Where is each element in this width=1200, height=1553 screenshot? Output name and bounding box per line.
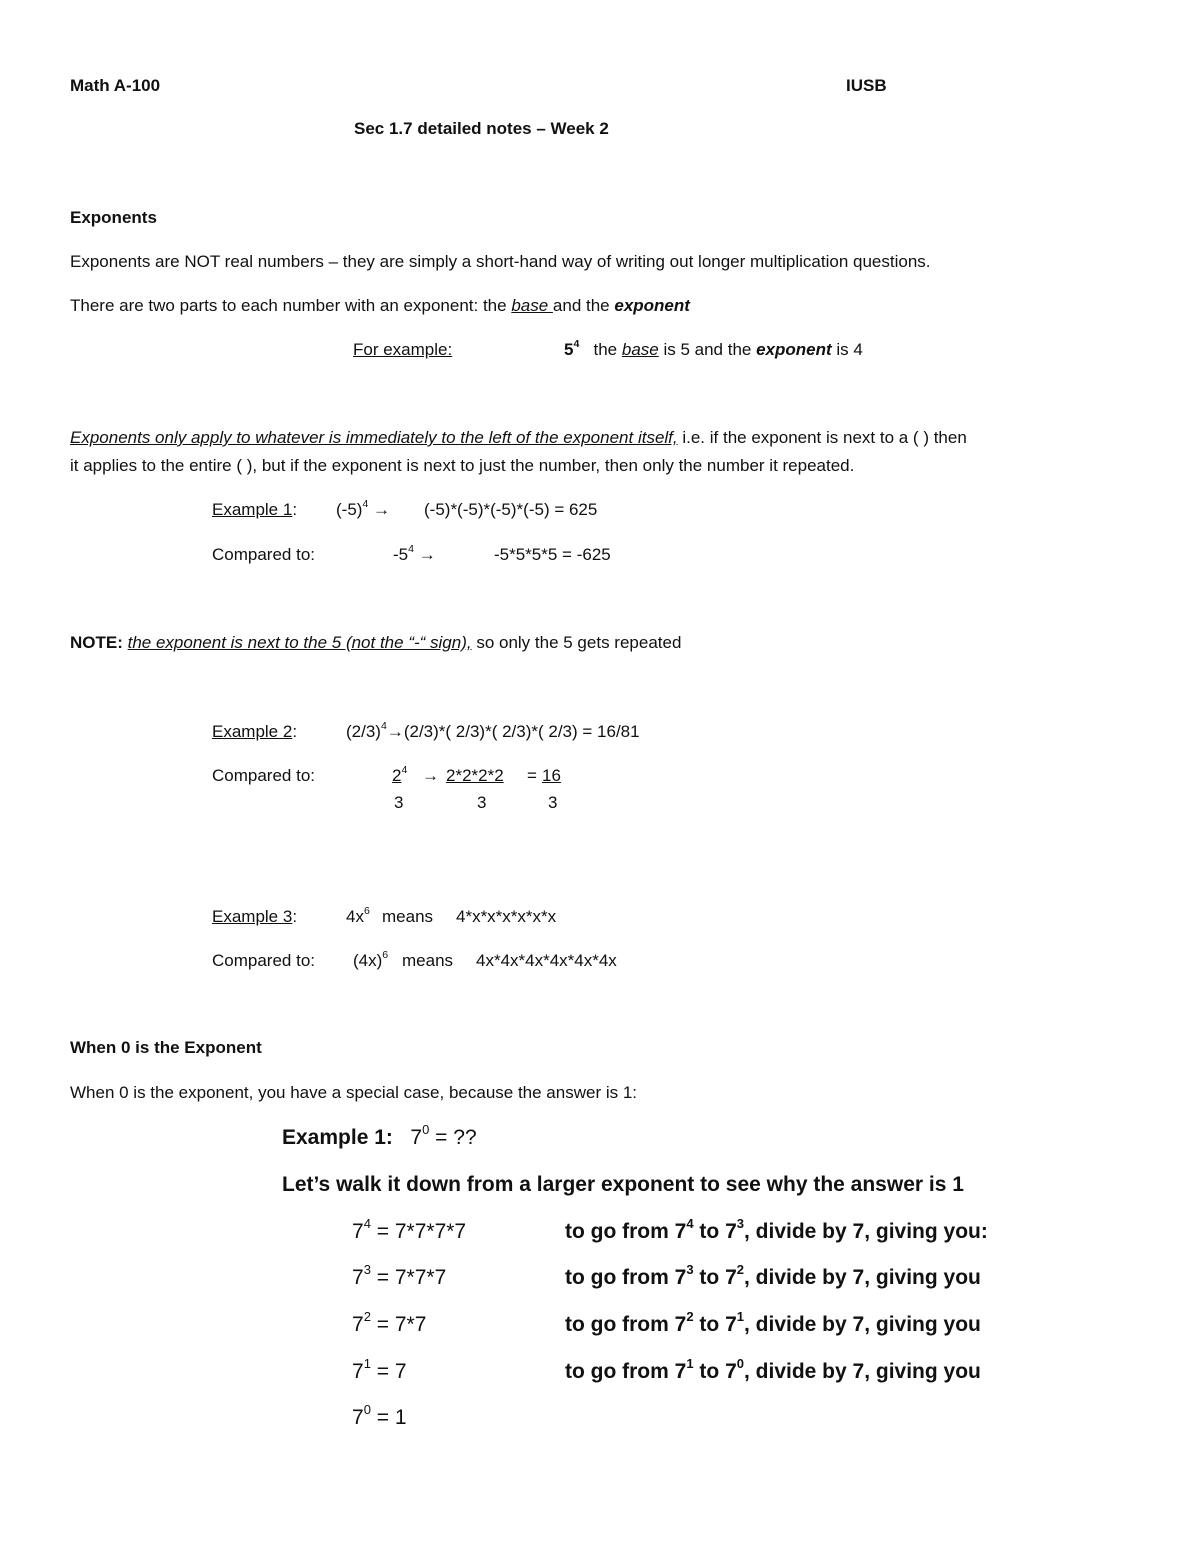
example-power: $5^4$ [564, 337, 580, 359]
example1-compared-label: Compared to: [212, 545, 315, 564]
note-label: NOTE: [70, 633, 123, 652]
example1-result: (-5)*(-5)*(-5)*(-5) = 625 [424, 500, 598, 519]
example2-fraction-3: 16 [542, 766, 561, 785]
for-example-label: For example: [353, 340, 453, 359]
section-heading-zero-exponent: When 0 is the Exponent [70, 1038, 262, 1057]
example2-fraction-1: $2^4$ [392, 763, 408, 785]
example3-compare-expansion: 4x*4x*4x*4x*4x*4x [476, 951, 617, 970]
step-equation: $7^2 = 7*7$ [352, 1309, 427, 1336]
rule-rest: i.e. if the exponent is next to a ( ) then [677, 428, 967, 447]
parts-base-term: base [511, 296, 553, 315]
example1-label: Example 1: [212, 500, 298, 519]
example3-expression: $4x^6$ [346, 904, 370, 926]
zero-exponent-intro: When 0 is the exponent, you have a special case, because the answer is 1: [70, 1083, 638, 1102]
step-note: to go from $7^2$ to $7^1$, divide by 7, giving you [565, 1309, 981, 1336]
zero-example-line: Example 1: $7^0$ = ?? [282, 1122, 477, 1149]
school-name: IUSB [846, 76, 887, 95]
walk-down-text: Let’s walk it down from a larger exponent to see why the answer is 1 [282, 1173, 964, 1196]
parts-mid: and the [552, 296, 615, 315]
example3-compare-expression: $(4x)^6$ [353, 948, 389, 970]
arrow-icon: → [422, 766, 439, 785]
example3-means: means [382, 907, 434, 926]
example2-result: (2/3)*( 2/3)*( 2/3)*( 2/3) = 16/81 [403, 722, 640, 741]
zero-example-label: Example 1: [282, 1126, 393, 1149]
example2-equals: = [527, 766, 537, 785]
for-example-line: $5^4$ the base is 5 and the exponent is 4 [564, 337, 863, 359]
parts-exponent-term: exponent [614, 296, 690, 315]
exponents-intro: Exponents are NOT real numbers – they are simply a short-hand way of writing out longer multiplication questions. [70, 252, 931, 271]
example2-fraction-1-den: 3 [394, 793, 404, 812]
step-equation: $7^3 = 7*7*7$ [352, 1262, 447, 1289]
rule-line-2: it applies to the entire ( ), but if the exponent is next to just the number, then only the number it repeated. [70, 456, 855, 475]
note-emphasis: the exponent is next to the 5 (not the “-“ sign), [127, 633, 472, 652]
exponent-parts-line [70, 296, 690, 316]
step-equation: $7^1 = 7$ [352, 1356, 407, 1383]
example3-compared-label: Compared to: [212, 951, 315, 970]
example2-expression: $(2/3)^4\to(2/3)*$( 2/3)*( 2/3)*( 2/3) = 16/81 [346, 719, 640, 741]
example2-fraction-2: 2*2*2*2 [446, 766, 504, 785]
note-rest: so only the 5 gets repeated [471, 633, 682, 652]
step-equation: $7^4 = 7*7*7*7$ [352, 1216, 467, 1243]
example3-expansion: 4*x*x*x*x*x*x [456, 907, 557, 926]
example3-compare-means: means [402, 951, 454, 970]
section-heading-exponents: Exponents [70, 208, 157, 227]
arrow-icon: → [418, 545, 436, 564]
step-note: to go from $7^4$ to $7^3$, divide by 7, giving you: [565, 1216, 988, 1243]
example2-fraction-2-den: 3 [477, 793, 487, 812]
example2-label: Example 2: [212, 722, 298, 741]
step-note: to go from $7^3$ to $7^2$, divide by 7, giving you [565, 1262, 981, 1289]
example1-compare-expression: $-5^4$ → [393, 542, 436, 564]
example2-compared-label: Compared to: [212, 766, 315, 785]
arrow-icon: → [386, 722, 404, 741]
example3-label: Example 3: [212, 907, 298, 926]
example2-fraction-3-den: 3 [548, 793, 558, 812]
parts-prefix: There are two parts to each number with an exponent: the [70, 296, 512, 315]
example1-compare-result: -5*5*5*5 = -625 [494, 545, 611, 564]
final-equation: $7^0 = 1$ [352, 1402, 407, 1429]
rule-emphasis: Exponents only apply to whatever is immediately to the left of the exponent itself, [70, 428, 678, 447]
arrow-icon: → [373, 500, 391, 519]
page-title: Sec 1.7 detailed notes – Week 2 [354, 119, 609, 138]
rule-line-1 [70, 428, 967, 448]
example1-expression: $(-5)^4$ → [336, 497, 391, 519]
course-title: Math A-100 [70, 76, 161, 95]
note-line [70, 633, 681, 653]
step-note: to go from $7^1$ to $7^0$, divide by 7, giving you [565, 1356, 981, 1383]
